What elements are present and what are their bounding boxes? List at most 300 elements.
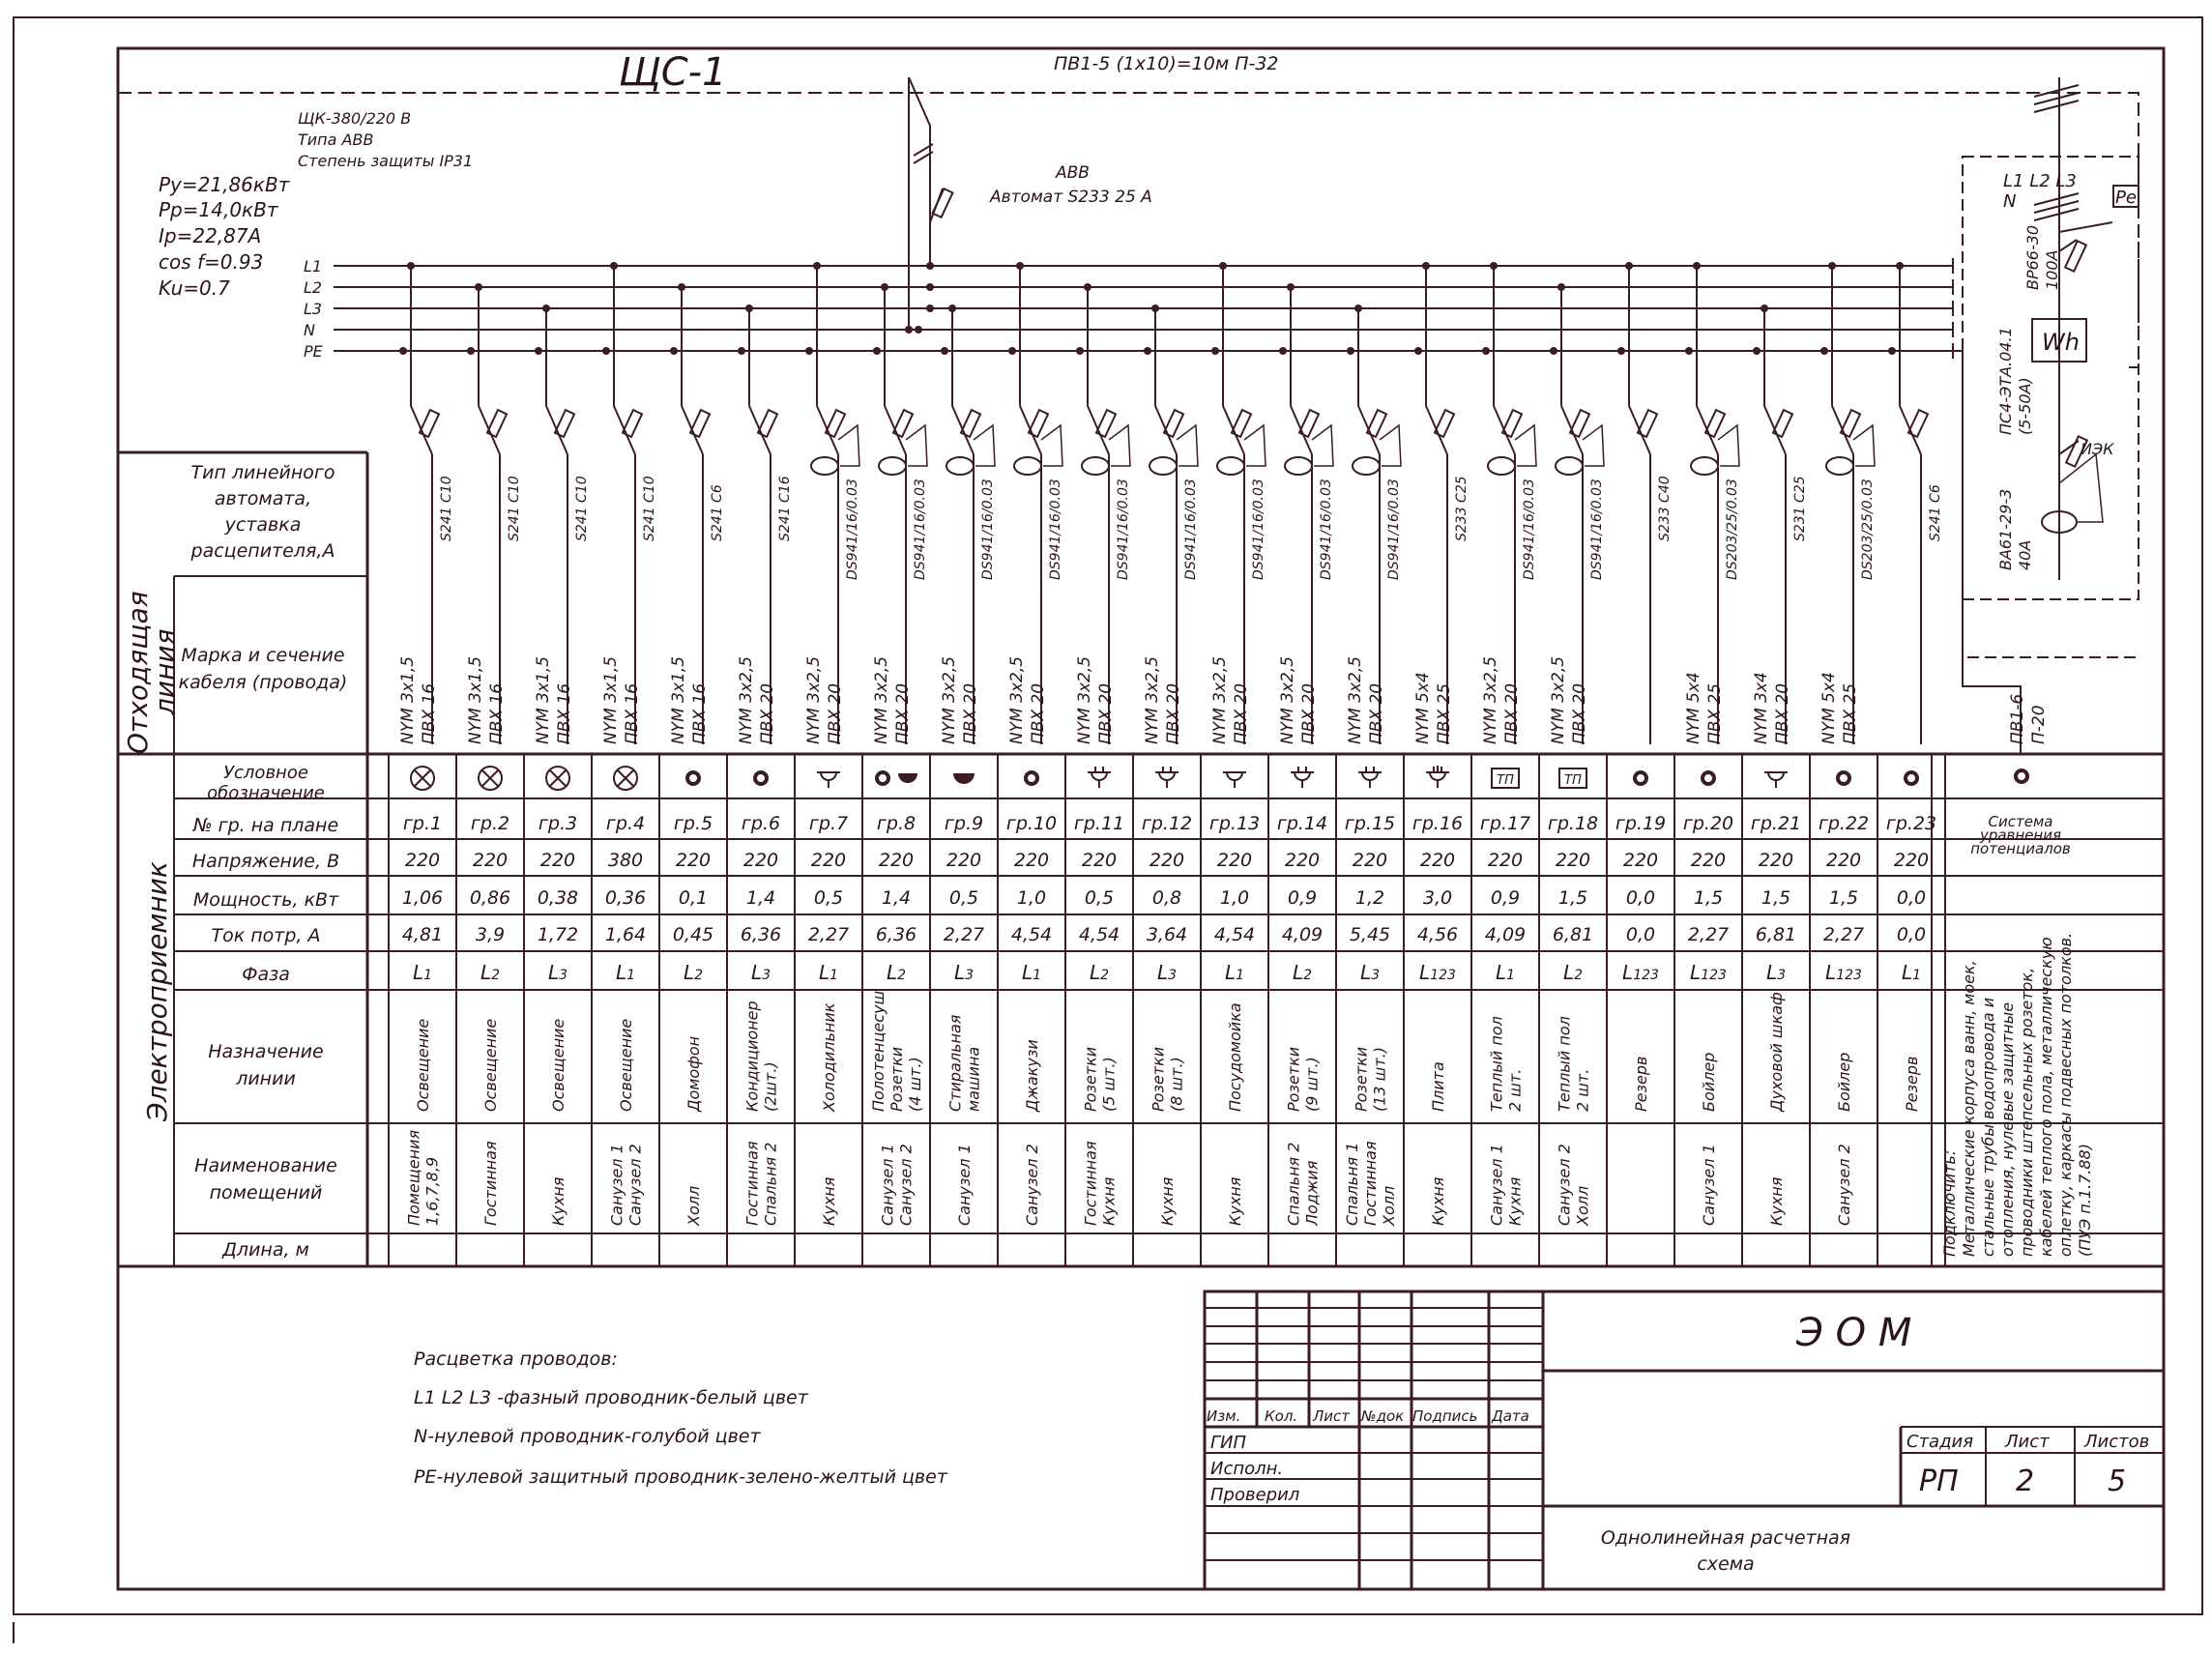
cell-rooms: Санузел 2 — [1023, 1144, 1041, 1226]
cell-power: 0,5 — [1084, 887, 1115, 909]
feeder-2 — [466, 283, 522, 744]
cell-voltage: 220 — [878, 850, 915, 871]
stamp-stage-value: РП — [1919, 1464, 1959, 1498]
cable-label: NYM 3х2,5 — [1481, 655, 1500, 744]
cell-voltage: 220 — [472, 850, 509, 871]
cell-phase: L123 — [1622, 961, 1659, 984]
cell-purpose: 2 шт. — [1573, 1068, 1592, 1112]
stamp-title-2: схема — [1697, 1553, 1755, 1575]
cable-label: NYM 3х2,5 — [1549, 655, 1568, 744]
meter-symbol: Wh — [2042, 329, 2080, 356]
cell-purpose: Розетки — [1081, 1046, 1100, 1112]
cell-purpose: Освещение — [617, 1018, 635, 1112]
cell-phase: L2 — [1562, 961, 1584, 984]
header-rooms-1: Наименование — [194, 1155, 337, 1176]
cell-purpose: машина — [964, 1046, 983, 1112]
breaker-label: DS941/16/0.03 — [1522, 478, 1537, 580]
header-cable-1: Марка и сечение — [181, 645, 345, 666]
cell-group: гр.6 — [741, 813, 781, 834]
header-breaker-3: уставка — [224, 514, 302, 536]
cell-rooms: Холл — [684, 1185, 703, 1226]
consumer-symbol-socket — [1764, 772, 1788, 788]
param-py: Ру=21,86кВт — [159, 173, 290, 196]
cell-rooms: Санузел 1 — [1700, 1144, 1718, 1226]
cable-label: ПВХ 20 — [1367, 682, 1386, 744]
cell-current: 3,64 — [1146, 924, 1188, 945]
cell-group: гр.16 — [1412, 813, 1464, 834]
feeder-15 — [1346, 304, 1402, 744]
cell-current: 4,54 — [1010, 924, 1053, 945]
cell-voltage: 380 — [607, 850, 644, 871]
consumer-symbol-point — [1635, 772, 1646, 784]
cable-label: ПВХ 20 — [1029, 682, 1048, 744]
cable-label: ПВХ 20 — [1773, 682, 1792, 744]
enclosure-line-2: Типа АВВ — [298, 130, 374, 149]
feeder-1 — [398, 262, 454, 744]
cell-purpose: Бойлер — [1700, 1052, 1718, 1112]
consumer-symbol-socket-triple — [1426, 766, 1449, 788]
cable-label: ПВХ 20 — [1299, 682, 1319, 744]
breaker-label: DS941/16/0.03 — [1319, 478, 1334, 580]
cable-label: ПВХ 20 — [961, 682, 980, 744]
cell-phase: L1 — [412, 961, 433, 984]
bus-label: N — [304, 321, 315, 339]
cell-power: 0,9 — [1490, 887, 1521, 909]
enclosure-line-3: Степень защиты IP31 — [298, 152, 474, 170]
breaker-label: S241 C6 — [710, 484, 725, 541]
feeder-4 — [601, 262, 657, 744]
cell-power: 0,1 — [678, 887, 709, 909]
cell-current: 4,09 — [1281, 924, 1324, 945]
potential-system-note: (ПУЭ п.1.7.88) — [2076, 1144, 2094, 1257]
cable-label: NYM 5х4 — [1413, 672, 1433, 744]
cell-rooms: Гостинная — [742, 1141, 762, 1226]
feeder-19 — [1617, 262, 1673, 744]
cable-label: ПВХ 20 — [826, 682, 845, 744]
cell-phase: L1 — [1495, 961, 1516, 984]
feeder-18 — [1549, 283, 1605, 744]
consumer-symbol-socket-double — [1358, 767, 1382, 788]
header-breaker-4: расцепителя,А — [190, 540, 335, 562]
header-outgoing-2: линия — [149, 628, 181, 715]
cell-power: 1,0 — [1219, 887, 1250, 909]
bus-label: L2 — [304, 278, 323, 297]
cell-rooms: Кухня — [549, 1176, 568, 1226]
cell-power: 0,8 — [1151, 887, 1182, 909]
cell-power: 1,5 — [1761, 887, 1791, 909]
cell-purpose: Полотенцесуш — [869, 990, 888, 1112]
consumer-symbol-socket-double — [1291, 767, 1314, 788]
cell-voltage: 220 — [675, 850, 712, 871]
header-breaker-2: автомата, — [214, 488, 312, 509]
cell-voltage: 220 — [539, 850, 576, 871]
stamp-role-proveril: Проверил — [1210, 1485, 1300, 1505]
feeder-14 — [1278, 283, 1334, 744]
cell-group: гр.5 — [673, 813, 713, 834]
cell-rooms: Санузел 2 — [626, 1144, 645, 1226]
cable-label: NYM 3х1,5 — [534, 655, 553, 744]
cell-purpose: Теплый пол — [1555, 1016, 1574, 1112]
cell-phase: L123 — [1825, 961, 1862, 984]
breaker-label: DS941/16/0.03 — [1116, 478, 1131, 580]
header-outgoing-1: Отходящая — [122, 591, 154, 754]
feeder-7 — [804, 262, 860, 744]
cell-rooms: Кухня — [1429, 1176, 1447, 1226]
cell-group: гр.18 — [1547, 813, 1599, 834]
header-purpose-2: линии — [236, 1068, 296, 1089]
cell-phase: L3 — [750, 961, 771, 984]
cell-rooms: Лоджия — [1302, 1160, 1322, 1226]
cable-label: ПВХ 20 — [1164, 682, 1183, 744]
header-voltage: Напряжение, В — [191, 851, 340, 872]
cell-purpose: Освещение — [414, 1018, 432, 1112]
stamp-col-izm: Изм. — [1207, 1407, 1241, 1425]
header-symbol-2: обозначение — [207, 783, 325, 803]
cell-rooms: Гостинная — [481, 1141, 500, 1226]
cell-purpose: Розетки — [1149, 1046, 1168, 1112]
bus-label: L1 — [304, 257, 323, 276]
cell-group: гр.4 — [605, 813, 646, 834]
cable-label: ПВХ 20 — [1232, 682, 1251, 744]
cell-current: 0,0 — [1896, 924, 1927, 945]
cell-rooms: Санузел 2 — [1555, 1144, 1574, 1226]
tp-symbol-label: ТП — [1497, 773, 1514, 788]
potential-system-note: оплетку, каркасы подвесных потолков. — [2056, 932, 2075, 1257]
cell-rooms: Санузел 2 — [1835, 1144, 1853, 1226]
breaker-label: DS941/16/0.03 — [913, 478, 928, 580]
cell-phase: L1 — [1021, 961, 1042, 984]
breaker-label: S241 C10 — [574, 476, 590, 541]
cell-group: гр.23 — [1885, 813, 1937, 834]
param-ip: Iр=22,87А — [159, 224, 262, 247]
cell-group: гр.14 — [1276, 813, 1328, 834]
cell-power: 0,38 — [537, 887, 579, 909]
cell-purpose: Резерв — [1632, 1056, 1650, 1112]
feeder-5 — [669, 283, 725, 744]
row-headers — [122, 462, 347, 1261]
stamp-sheet-header: Лист — [2005, 1432, 2050, 1452]
cell-power: 0,9 — [1287, 887, 1318, 909]
rcd-maker: ИЭК — [2081, 440, 2114, 458]
cable-label: NYM 3х1,5 — [669, 655, 688, 744]
cell-group: гр.21 — [1750, 813, 1802, 834]
stamp-sheets-header: Листов — [2084, 1432, 2150, 1452]
feeder-9 — [940, 304, 996, 744]
cell-group: гр.3 — [538, 813, 578, 834]
stamp-sheets-value: 5 — [2108, 1464, 2127, 1498]
rcd-rating: 40А — [2016, 539, 2034, 570]
cell-voltage: 220 — [1216, 850, 1253, 871]
cell-purpose: (4 шт.) — [906, 1057, 924, 1112]
consumer-symbol-point — [1838, 772, 1849, 784]
cell-purpose: Розетки — [1352, 1046, 1371, 1112]
feeder-12 — [1143, 304, 1199, 744]
breaker-label: S241 C10 — [642, 476, 657, 541]
cell-purpose: Кондиционер — [742, 1000, 762, 1112]
cable-label: ПВХ 20 — [893, 682, 913, 744]
cell-phase: L2 — [1089, 961, 1110, 984]
cell-phase: L3 — [1359, 961, 1381, 984]
consumer-symbol-lamp — [479, 767, 502, 790]
input-block — [1963, 77, 2139, 657]
consumer-symbol-point-socket — [877, 772, 917, 784]
cell-rooms: Гостинная — [1081, 1141, 1100, 1226]
cable-label: ПВХ 16 — [487, 682, 507, 744]
cable-label: ПВХ 25 — [1841, 682, 1860, 744]
cell-purpose: Розетки — [888, 1046, 906, 1112]
cable-label: NYM 5х4 — [1819, 672, 1839, 744]
header-power: Мощность, кВт — [192, 889, 339, 911]
feeder-22 — [1819, 262, 1876, 744]
cell-current: 4,54 — [1078, 924, 1121, 945]
breaker-label: S241 C10 — [507, 476, 522, 541]
cell-purpose: (13 шт.) — [1370, 1047, 1389, 1112]
consumer-symbol-point — [687, 772, 699, 784]
cell-rooms: Спальня 2 — [1284, 1142, 1303, 1226]
cell-phase: L1 — [1224, 961, 1245, 984]
consumer-symbol-socket — [1223, 772, 1246, 788]
cell-current: 6,36 — [875, 924, 917, 945]
param-pp: Рр=14,0кВт — [159, 198, 278, 221]
cell-rooms: Холл — [1573, 1185, 1592, 1226]
cell-purpose: Теплый пол — [1487, 1016, 1506, 1112]
stamp-col-data: Дата — [1492, 1407, 1529, 1425]
pe-cable-label: ПВ1-6 — [2008, 693, 2027, 744]
stamp-col-list: Лист — [1313, 1407, 1351, 1425]
header-purpose-1: Назначение — [208, 1041, 324, 1062]
cell-power: 1,2 — [1354, 887, 1385, 909]
cell-phase: L3 — [1156, 961, 1178, 984]
param-ku: Ku=0.7 — [159, 276, 230, 300]
wire-color-legend — [414, 1348, 948, 1488]
header-cable-2: кабеля (провода) — [178, 672, 348, 693]
cell-phase: L2 — [1292, 961, 1313, 984]
breaker-label: DS203/25/0.03 — [1860, 478, 1876, 580]
cell-purpose: Освещение — [481, 1018, 500, 1112]
breaker-label: DS941/16/0.03 — [1589, 478, 1605, 580]
enclosure-line-1: ЩК-380/220 В — [298, 109, 412, 128]
cell-phase: L1 — [1901, 961, 1922, 984]
breaker-label: DS941/16/0.03 — [980, 478, 996, 580]
cell-power: 1,5 — [1828, 887, 1859, 909]
meter-model: ПС4-ЭТА.04.1 — [1996, 327, 2015, 435]
cell-rooms: Кухня — [1158, 1176, 1177, 1226]
cable-label: ПВХ 20 — [1096, 682, 1116, 744]
cell-purpose: Бойлер — [1835, 1052, 1853, 1112]
cell-rooms: Спальня 2 — [761, 1142, 780, 1226]
cell-group: гр.10 — [1005, 813, 1058, 834]
cable-label: ПВХ 16 — [623, 682, 642, 744]
cell-current: 4,09 — [1484, 924, 1527, 945]
cell-purpose: Домофон — [684, 1035, 703, 1112]
wire-legend-line-2: N-нулевой проводник-голубой цвет — [414, 1426, 761, 1447]
potential-system-label: уравнения — [1979, 826, 2062, 844]
cable-label: NYM 3х2,5 — [804, 655, 824, 744]
cell-phase: L3 — [953, 961, 975, 984]
stamp-col-ndok: №док — [1361, 1407, 1405, 1425]
cell-voltage: 220 — [810, 850, 847, 871]
cell-current: 1,72 — [537, 924, 579, 945]
feeder-circuits — [398, 262, 2049, 754]
input-pe-label: Pe — [2115, 188, 2137, 208]
panel-title: ЩС-1 — [619, 50, 727, 95]
cable-label: ПВХ 16 — [690, 682, 710, 744]
cell-rooms: Спальня 1 — [1343, 1142, 1361, 1226]
potential-system-note: Подключить: — [1940, 1149, 1959, 1257]
stamp-title-1: Однолинейная расчетная — [1600, 1527, 1851, 1549]
stamp-col-kol: Кол. — [1265, 1407, 1298, 1425]
consumer-symbol-socket — [817, 772, 840, 788]
cell-current: 6,81 — [1552, 924, 1594, 945]
consumer-symbol-point — [1906, 772, 1917, 784]
cell-phase: L2 — [480, 961, 501, 984]
pe-cable-tube: П-20 — [2029, 705, 2049, 744]
cell-voltage: 220 — [1284, 850, 1321, 871]
main-breaker-model: Автомат S233 25 А — [990, 188, 1152, 207]
param-cos: cos f=0.93 — [159, 250, 264, 274]
cell-voltage: 220 — [404, 850, 441, 871]
input-n-label: N — [2003, 191, 2017, 212]
cable-label: NYM 3х2,5 — [940, 655, 959, 744]
cell-rooms: Санузел 1 — [607, 1144, 626, 1226]
feeder-6 — [737, 304, 793, 744]
feeder-13 — [1210, 262, 1266, 744]
cell-current: 5,45 — [1349, 924, 1391, 945]
breaker-label: DS941/16/0.03 — [1048, 478, 1063, 580]
cell-current: 1,64 — [604, 924, 647, 945]
consumer-symbol-tp — [1492, 768, 1519, 788]
cell-group: гр.19 — [1615, 813, 1667, 834]
bus-label: PE — [304, 342, 323, 361]
cable-label: NYM 3х1,5 — [466, 655, 485, 744]
header-length: Длина, м — [222, 1239, 309, 1261]
consumer-symbol-point — [755, 772, 767, 784]
cell-purpose: (5 шт.) — [1099, 1057, 1119, 1112]
cell-rooms: Санузел 2 — [896, 1144, 916, 1226]
breaker-label: DS941/16/0.03 — [845, 478, 860, 580]
cell-voltage: 220 — [946, 850, 982, 871]
cell-voltage: 220 — [1690, 850, 1727, 871]
input-phase-label: L1 L2 L3 — [2003, 171, 2077, 191]
breaker-label: DS941/16/0.03 — [1251, 478, 1266, 580]
header-current: Ток потр, А — [211, 925, 321, 946]
cell-group: гр.22 — [1818, 813, 1870, 834]
consumer-symbol-point — [2016, 770, 2027, 782]
switch-model: ВР66-30 — [2023, 224, 2042, 290]
cell-phase: L123 — [1690, 961, 1727, 984]
cell-current: 4,81 — [401, 924, 444, 945]
feeder-10 — [1007, 262, 1063, 744]
wire-legend-title: Расцветка проводов: — [414, 1348, 618, 1370]
cell-phase: L2 — [886, 961, 907, 984]
feeder-3 — [534, 304, 590, 744]
cell-power: 1,4 — [745, 887, 776, 909]
consumer-symbol-socket-filled — [953, 773, 975, 784]
cell-voltage: 220 — [1013, 850, 1050, 871]
cell-group: гр.15 — [1344, 813, 1396, 834]
consumer-symbol-lamp — [546, 767, 569, 790]
cell-current: 0,45 — [672, 924, 714, 945]
cell-rooms: Санузел 1 — [955, 1144, 974, 1226]
stamp-col-podpis: Подпись — [1412, 1407, 1478, 1425]
breaker-label: DS203/25/0.03 — [1725, 478, 1740, 580]
cell-power: 0,0 — [1896, 887, 1927, 909]
switch-rating: 100А — [2043, 249, 2061, 290]
cell-current: 4,54 — [1213, 924, 1256, 945]
cable-label: NYM 3х1,5 — [601, 655, 621, 744]
feeder-cable-label: ПВ1-5 (1х10)=10м П-32 — [1054, 53, 1279, 74]
feeder-16 — [1413, 262, 1470, 744]
cable-label: NYM 5х4 — [1684, 672, 1703, 744]
feeder-8 — [872, 283, 928, 744]
cable-label: NYM 3х2,5 — [1346, 655, 1365, 744]
cell-current: 6,81 — [1755, 924, 1797, 945]
potential-system-note: проводники штепсельных розеток, — [2018, 967, 2036, 1257]
breaker-label: S241 C6 — [1928, 484, 1943, 541]
consumer-symbol-socket-double — [1155, 767, 1179, 788]
cell-rooms: Кухня — [820, 1176, 838, 1226]
cable-label: NYM 3х2,5 — [1278, 655, 1297, 744]
table-column — [1615, 813, 1666, 1112]
bus-label: L3 — [304, 300, 323, 318]
breaker-label: S241 C10 — [439, 476, 454, 541]
cell-voltage: 220 — [1825, 850, 1862, 871]
cell-rooms: Кухня — [1099, 1176, 1119, 1226]
potential-system-label: потенциалов — [1970, 840, 2071, 857]
cell-rooms: Кухня — [1226, 1176, 1244, 1226]
cell-group: гр.20 — [1682, 813, 1734, 834]
cell-power: 1,0 — [1016, 887, 1047, 909]
cell-purpose: 2 шт. — [1505, 1068, 1525, 1112]
cell-group: гр.11 — [1073, 813, 1125, 834]
stamp-stage-header: Стадия — [1906, 1432, 1974, 1452]
cable-label: NYM 3х2,5 — [1143, 655, 1162, 744]
wire-legend-line-3: PE-нулевой защитный проводник-зелено-желтый цвет — [414, 1466, 947, 1488]
cell-rooms: Холл — [1380, 1185, 1398, 1226]
cell-group: гр.17 — [1479, 813, 1531, 834]
cell-voltage: 220 — [1893, 850, 1930, 871]
consumer-symbol-point — [1026, 772, 1037, 784]
feeder-17 — [1481, 262, 1537, 744]
cable-label: NYM 3х2,5 — [1075, 655, 1094, 744]
cell-voltage: 220 — [1352, 850, 1388, 871]
cell-current: 2,27 — [807, 924, 850, 945]
cell-voltage: 220 — [1555, 850, 1591, 871]
cell-purpose: Холодильник — [820, 1002, 838, 1112]
cable-label: ПВХ 20 — [758, 682, 777, 744]
cell-power: 0,5 — [948, 887, 979, 909]
cable-label: ПВХ 25 — [1435, 682, 1454, 744]
cell-group: гр.12 — [1141, 813, 1193, 834]
cell-voltage: 220 — [742, 850, 779, 871]
feeder-20 — [1684, 262, 1740, 744]
header-symbol-1: Условное — [223, 763, 308, 783]
cell-power: 1,4 — [881, 887, 912, 909]
potential-system-note: отопления, нулевые защитные — [1998, 1001, 2017, 1257]
cable-label: NYM 3х2,5 — [1007, 655, 1027, 744]
cable-label: NYM 3х2,5 — [872, 655, 891, 744]
cell-group: гр.9 — [944, 813, 984, 834]
cell-power: 1,5 — [1693, 887, 1724, 909]
cell-power: 0,36 — [604, 887, 647, 909]
header-breaker-1: Тип линейного — [190, 462, 335, 483]
cell-rooms: Гостинная — [1361, 1141, 1380, 1226]
cell-voltage: 220 — [1622, 850, 1659, 871]
cell-purpose: (2шт.) — [761, 1061, 780, 1112]
consumer-symbol-socket-double — [1088, 767, 1111, 788]
tp-symbol-label: ТП — [1564, 773, 1582, 788]
breaker-label: DS941/16/0.03 — [1183, 478, 1199, 580]
